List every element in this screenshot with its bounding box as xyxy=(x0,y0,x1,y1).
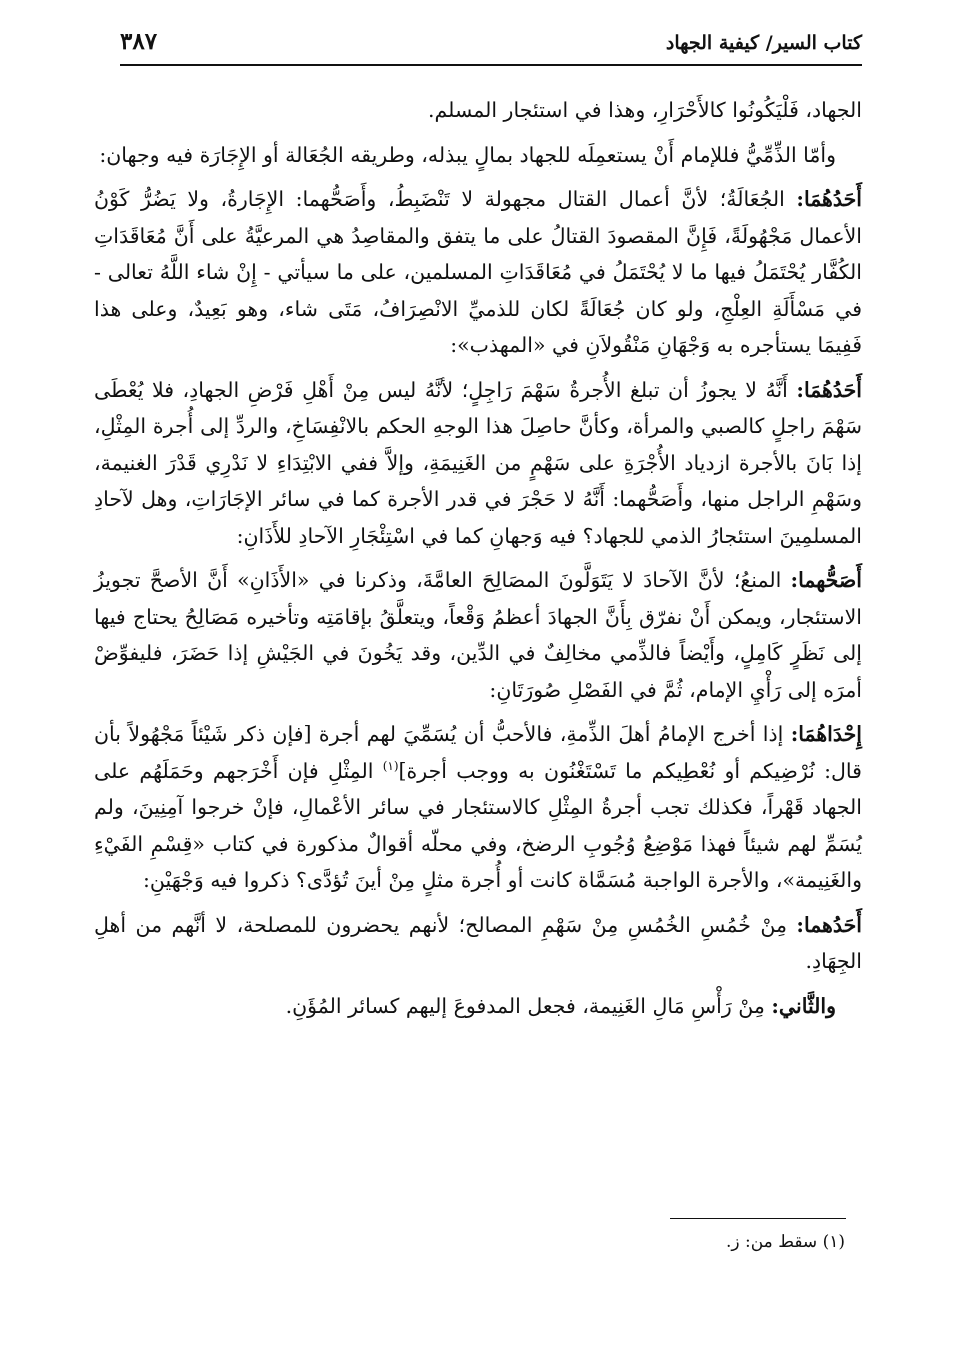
paragraph-lead: أَصَحُّهما: xyxy=(790,568,862,592)
main-text xyxy=(94,92,862,1032)
paragraph-lead: والثَّاني: xyxy=(771,993,836,1018)
paragraph-8 xyxy=(94,988,862,1025)
paragraph-7 xyxy=(94,907,862,980)
footnote: (١) سقط من: ز. xyxy=(726,1232,845,1252)
page-number: ٣٨٧ xyxy=(120,28,158,55)
paragraph-lead: إِحْدَاهُمَا: xyxy=(790,722,862,746)
paragraph-1 xyxy=(94,92,862,129)
running-title: كتاب السير/ كيفية الجهاد xyxy=(665,32,862,54)
paragraph-text-tail: المِثْلِ فإن أَخْرَجهم وحَمَلَهُم على الجهاد قَهْراً، فكذلك تجب أجرةُ المِثْلِ كالاستئجار في سائر الأعْمالِ، فإنْ خرجوا آمِنِينَ، ولم يُسَمِّ لهم شيئاً فهذا مَوْضِعُ وُجُوبِ الرضخ، وفي محلّه أقوالٌ مذكورة في كتاب «قِسْمِ الفَيْءِ والغَنِيمة»، والأجرة الواجبة مُسَمَّاة كانت أو أُجرة مثلٍ مِنْ أينَ تُؤدَّى؟ ذكروا فيه وَجْهَيْنِ: xyxy=(94,758,862,892)
paragraph-6 xyxy=(94,716,862,899)
paragraph-lead: أَحَدُهُمَا: xyxy=(796,187,862,211)
paragraph-text: إذا أخرج الإمامُ أهلَ الذِّمةِ، فالأحبُّ أن يُسَمِّيَ لهم أجرة [فإن ذكر شَيْئاً مَجْهُولاً بأن قال: نُرْضِيكم أو نُعْطِيكم ما تَسْتَغْنُون به ووجب أجرة] xyxy=(94,722,862,783)
paragraph-text: المنعُ؛ لأنَّ الآحادَ لا يَتَوَلَّونَ المصَالِحَ العامَّةَ، وذكرنا في «الأَذَانِ» أَنَّ الأصحَّ تجويزُ الاستئجار، ويمكن أَنْ نفرّق بِأَنَّ الجهادَ أعظمُ وَقْعاً، ويتعلَّقُ بإقامَتِه وتأخيره مَصَالِحُ يحتاج فيها إلى نَظَرٍ كَامِلٍ، وأَيْضاً فالذِّمي مخالِفٌ في الدِّين، وقد يَخُونَ في الجَيْشِ إذا حَضَرَ، فليفوِّضْ أمرَه إلى رَأْيِ الإمام، ثُمَّ في الفَصْلِ صُورَتَانِ: xyxy=(94,568,862,702)
paragraph-lead: أَحَدُهما: xyxy=(796,912,862,937)
header-divider xyxy=(120,64,862,66)
footnote-divider xyxy=(670,1218,846,1219)
paragraph-text: الجُعَالَةُ؛ لأنَّ أعمال القتال مجهولة لا تَنْضَبِطُ، وأَصَحُّهما: الإِجَارةُ، ولا يَضُرُّ كَوْنُ الأعمال مَجْهُولَةً، فَإِنَّ المقصودَ القتالُ على ما يتفق والمقاصِدُ هي المرعيَّةُ على أَنَّ مُعَاقَدَاتِ الكُفَّار يُحْتَمَلُ فيها ما لا يُحْتَمَلُ في مُعَاقَدَاتِ المسلمين، على ما سيأتي - إِنْ شاء اللَّهُ تعالى - في مَسْأَلَةِ العِلْجِ، ولو كان جُعَالَةً لكان للذميِّ الانْصِرَافُ، مَتَى شاء، وهو بَعِيدٌ، وعلى هذا فَفِيمَا يستأجره به وَجْهَانِ مَنْقُولاَنِ في «المهذب»: xyxy=(94,187,862,357)
paragraph-text: الجهاد، فَلْيَكُونُوا كالأَحْرَارِ، وهذا في استئجار المسلم. xyxy=(428,98,862,122)
paragraph-4 xyxy=(94,372,862,555)
paragraph-3 xyxy=(94,181,862,364)
paragraph-text: مِنْ رَأْسِ مَالِ الغَنِيمة، فجعل المدفوعَ إليهم كسائر المُؤَنِ. xyxy=(285,993,765,1018)
paragraph-text: أَنَّهُ لا يجوزُ أن تبلغ الأُجرةُ سَهْمَ رَاجِلٍ؛ لأنَّهُ ليس مِنْ أَهْلِ فَرْضِ الجهادِ، فلا يُعْطَى سَهْمَ راجلٍ كالصبي والمرأة، وكأنَّ حاصِلَ هذا الوجهِ الحكم بالانْفِسَاخِ، والردِّ إلى أُجرة المِثْلِ، إذا بَانَ بالأجرة ازدياد الأُجْرَةِ على سَهْمٍ من الغَنِيمَةِ، وإلاَّ ففي الابْتِدَاءِ لا نَدْرِي قَدْرَ الغنيمة، وسَهْمِ الراجل منها، وأَصَحُّهما: أَنَّهُ لا حَجْرَ في قدر الأجرة كما في سائر الإجَارَاتِ، وهل لآحادِ المسلمِينَ استئجارُ الذمي للجهاد؟ فيه وَجهانِ كما في اسْتِئْجَارِ الآحادِ للأَذَانِ: xyxy=(94,377,862,548)
paragraph-lead: أَحَدُهُمَا: xyxy=(796,377,862,402)
page-header xyxy=(120,22,862,66)
footnote-marker: (١) xyxy=(382,758,399,773)
paragraph-2 xyxy=(94,137,862,174)
paragraph-text: مِنْ خُمُسِ الخُمُسِ مِنْ سَهْمِ المصالح؛ لأنهم يحضرون للمصلحة، لا أنَّهم من أهلِ الجِهَادِ. xyxy=(94,912,862,973)
paragraph-text: وأمّا الذِّمِّيُّ فللإمام أَنْ يستعمِلَه للجهاد بمالٍ يبذله، وطريقه الجُعَالة أو الإِجَارَة فيه وجهان: xyxy=(99,142,836,167)
paragraph-5 xyxy=(94,562,862,708)
